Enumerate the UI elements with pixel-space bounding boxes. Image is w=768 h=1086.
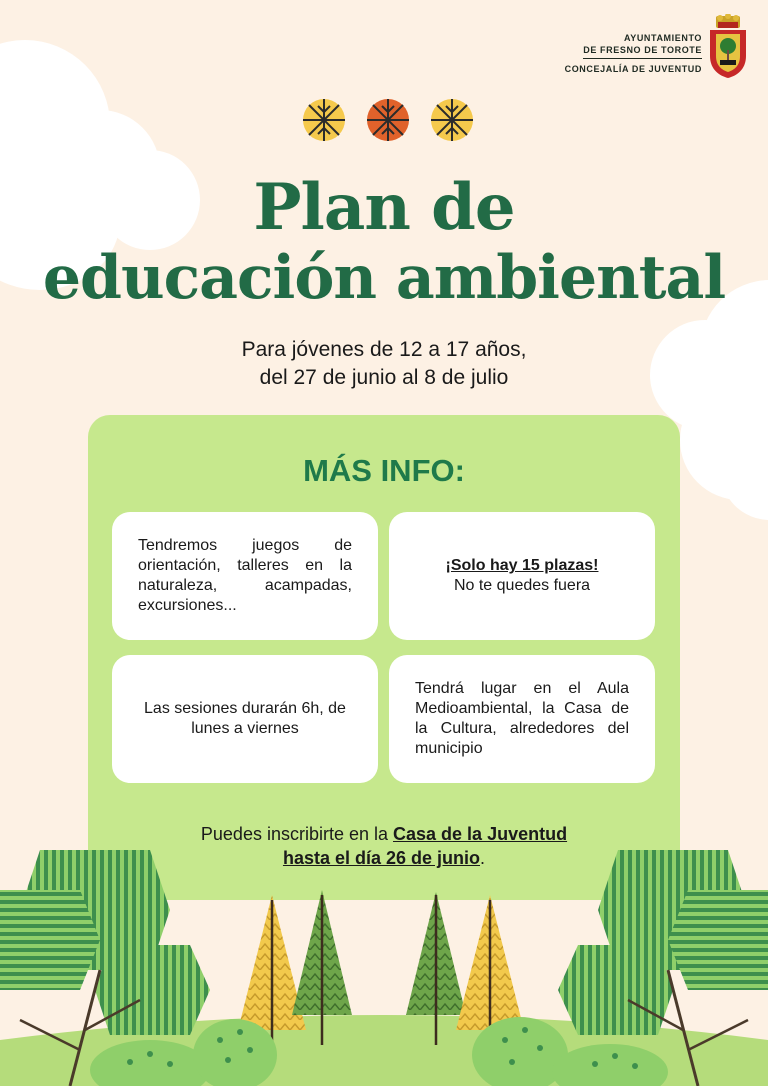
info-panel-title: MÁS INFO:	[303, 453, 465, 488]
forest-illustration	[0, 840, 768, 1086]
info-card-location-text: Tendrá lugar en el Aula Medioambiental, la Casa de la Cultura, alrededores del municipio	[415, 680, 629, 757]
municipal-coat-of-arms-icon	[708, 14, 748, 80]
decorative-flowers-icon	[300, 96, 476, 144]
info-card-activities-text: Tendremos juegos de orientación, talleres en la naturaleza, acampadas, excursiones...	[138, 537, 352, 614]
header-line-1: AYUNTAMIENTO	[623, 33, 702, 43]
registration-deadline: hasta el día 26 de junio	[282, 848, 481, 868]
subtitle-line-2: del 27 de junio al 8 de julio	[259, 366, 509, 389]
places-highlight: ¡Solo hay 15 plazas!	[445, 557, 599, 574]
info-card-location	[389, 655, 655, 783]
info-card-activities	[112, 512, 378, 640]
header-line-3: CONCEJALÍA DE JUVENTUD	[564, 64, 702, 74]
registration-text: Puedes inscribirte en la	[200, 824, 394, 844]
registration-place: Casa de la Juventud	[393, 824, 568, 844]
subtitle-line-1: Para jóvenes de 12 a 17 años,	[241, 338, 527, 361]
places-text: No te quedes fuera	[453, 577, 591, 594]
header-line-2: DE FRESNO DE TOROTE	[583, 44, 702, 59]
registration-period: .	[480, 848, 486, 868]
info-card-sessions	[112, 655, 378, 783]
page-title-line-2: educación ambiental	[42, 243, 726, 313]
info-card-places	[389, 512, 655, 640]
subtitle	[0, 336, 768, 392]
page-title-line-1: Plan de	[253, 170, 515, 245]
info-card-sessions-text: Las sesiones durarán 6h, de lunes a viernes	[144, 700, 346, 737]
municipality-header	[565, 32, 702, 75]
